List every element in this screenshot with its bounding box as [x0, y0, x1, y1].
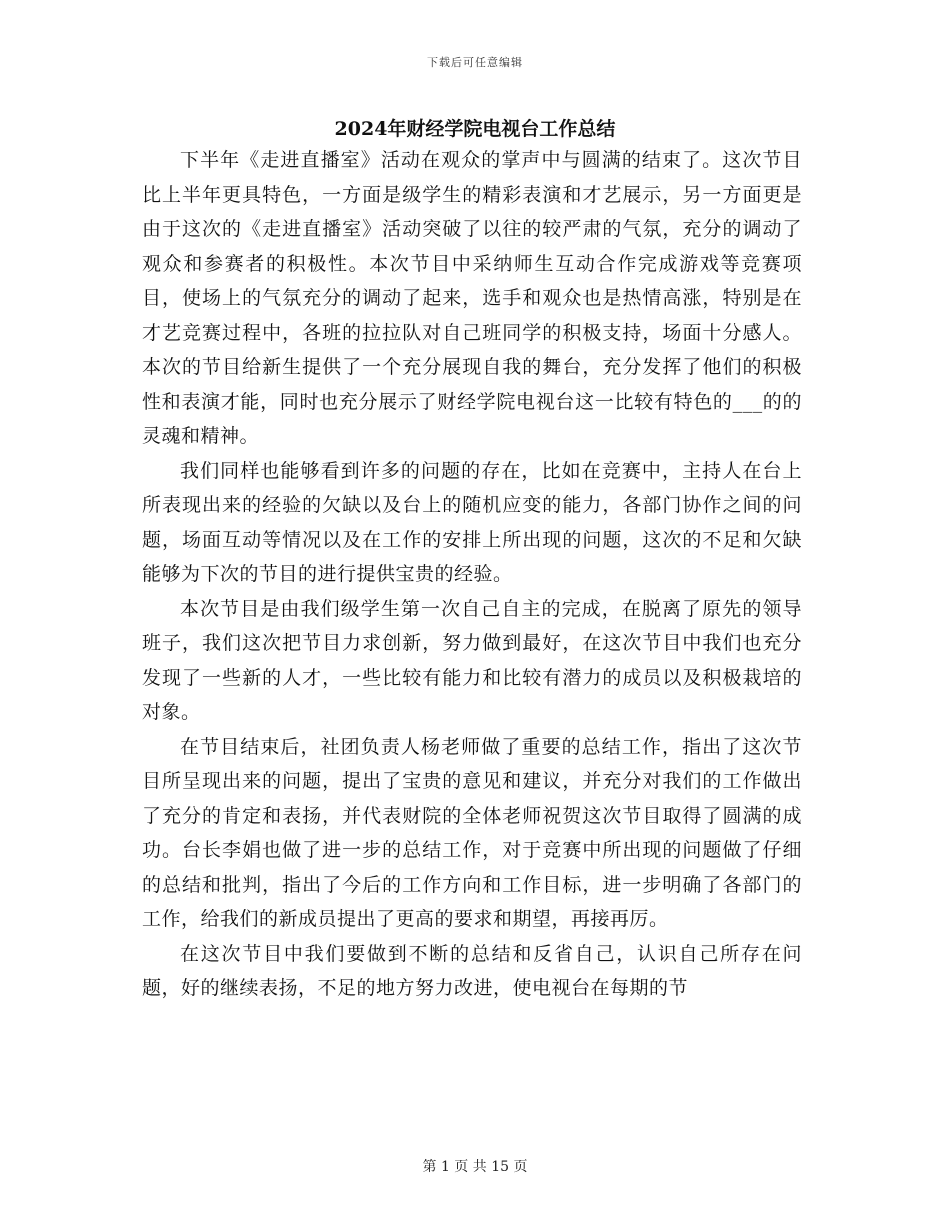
page-number-footer: 第 1 页 共 15 页: [422, 1159, 528, 1175]
paragraph-5: 在这次节目中我们要做到不断的总结和反省自己，认识自己所存在问题，好的继续表扬，不足的地方努力改进，使电视台在每期的节: [142, 942, 802, 999]
paragraph-4: 在节目结束后，社团负责人杨老师做了重要的总结工作，指出了这次节目所呈现出来的问题，提出了宝贵的意见和建议，并充分对我们的工作做出了充分的肯定和表扬，并代表财院的全体老师祝贺这次节目取得了圆满的成功。台长李娟也做了进一步的总结工作，对于竞赛中所出现的问题做了仔细的总结和批判，指出了今后的工作方向和工作目标，进一步明确了各部门的工作，给我们的新成员提出了更高的要求和期望，再接再厉。: [142, 735, 802, 930]
paragraph-3: 本次节目是由我们级学生第一次自己自主的完成，在脱离了原先的领导班子，我们这次把节目力求创新，努力做到最好，在这次节目中我们也充分发现了一些新的人才，一些比较有能力和比较有潜力的成员以及积极栽培的对象。: [142, 597, 802, 723]
page-header-note: 下载后可任意编辑: [427, 56, 523, 69]
document-title: 2024年财经学院电视台工作总结: [334, 118, 616, 140]
paragraph-1: 下半年《走进直播室》活动在观众的掌声中与圆满的结束了。这次节目比上半年更具特色，一方面是级学生的精彩表演和才艺展示，另一方面更是由于这次的《走进直播室》活动突破了以往的较严肃的气氛，充分的调动了观众和参赛者的积极性。本次节目中采纳师生互动合作完成游戏等竞赛项目，使场上的气氛充分的调动了起来，选手和观众也是热情高涨，特别是在才艺竞赛过程中，各班的拉拉队对自己班同学的积极支持，场面十分感人。本次的节目给新生提供了一个充分展现自我的舞台，充分发挥了他们的积极性和表演才能，同时也充分展示了财经学院电视台这一比较有特色的___的的灵魂和精神。: [142, 149, 802, 447]
document-body: [142, 143, 802, 1006]
paragraph-2: 我们同样也能够看到许多的问题的存在，比如在竞赛中，主持人在台上所表现出来的经验的欠缺以及台上的随机应变的能力，各部门协作之间的问题，场面互动等情况以及在工作的安排上所出现的问题，这次的不足和欠缺能够为下次的节目的进行提供宝贵的经验。: [142, 459, 802, 585]
